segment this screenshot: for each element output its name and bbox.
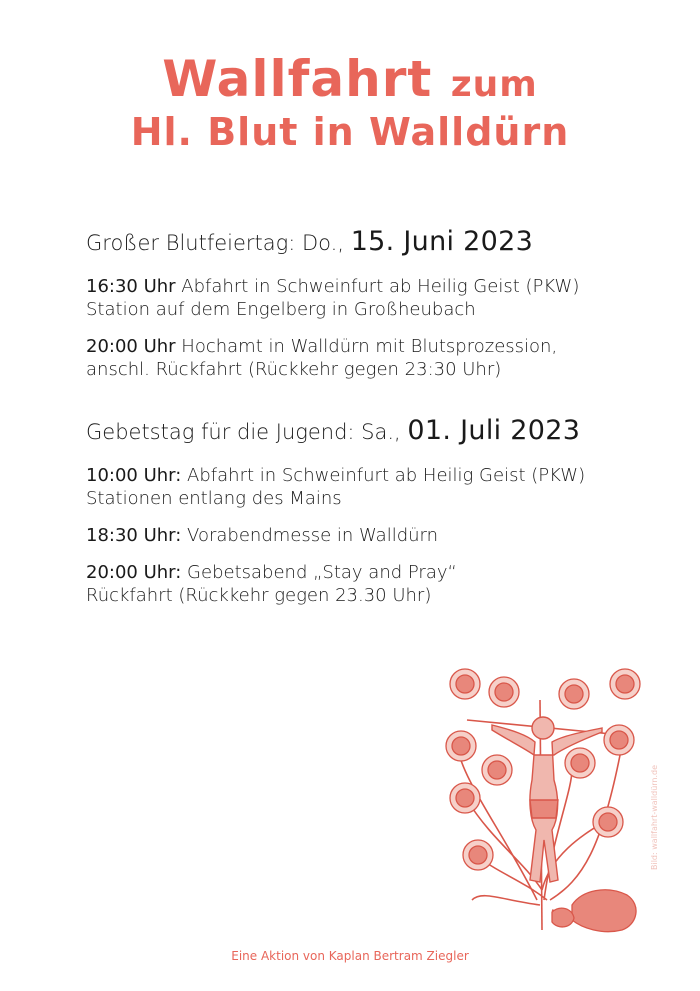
schedule-text: Abfahrt in Schweinfurt ab Heilig Geist (PKW) — [181, 465, 586, 486]
event-heading — [86, 415, 666, 446]
schedule-item — [86, 561, 666, 607]
title-line-1 — [0, 50, 700, 108]
event-heading-label: Großer Blutfeiertag: Do., — [86, 231, 351, 255]
schedule-time: 10:00 Uhr: — [86, 465, 182, 486]
schedule-text-line2: Station auf dem Engelberg in Großheubach — [86, 299, 476, 320]
event-date: 01. Juli 2023 — [407, 415, 581, 446]
schedule-time: 20:00 Uhr: — [86, 562, 182, 583]
image-credit: Bild: wallfahrt-walldürn.de — [650, 764, 659, 870]
schedule-text: Hochamt in Walldürn mit Blutsprozession, — [175, 336, 558, 357]
schedule-text-line2: anschl. Rückfahrt (Rückkehr gegen 23:30 Uhr) — [86, 359, 502, 380]
schedule-item — [86, 524, 666, 547]
event-section-2 — [86, 415, 666, 607]
schedule-time: 18:30 Uhr: — [86, 525, 182, 546]
crucifix-illustration — [432, 650, 658, 962]
event-date: 15. Juni 2023 — [350, 226, 534, 257]
schedule-text: Abfahrt in Schweinfurt ab Heilig Geist (PKW) — [175, 276, 580, 297]
title-line-2: Hl. Blut in Walldürn — [130, 110, 570, 154]
event-section-1 — [86, 226, 666, 381]
schedule-text: Gebetsabend „Stay and Pray“ — [181, 562, 457, 583]
footer-credit: Eine Aktion von Kaplan Bertram Ziegler — [231, 949, 469, 963]
schedule-time: 20:00 Uhr — [86, 336, 176, 357]
event-heading — [86, 226, 666, 257]
schedule-item — [86, 275, 666, 321]
schedule-item — [86, 335, 666, 381]
event-heading-label: Gebetstag für die Jugend: Sa., — [86, 420, 408, 444]
schedule-text-line2: Stationen entlang des Mains — [86, 488, 342, 509]
schedule-time: 16:30 Uhr — [86, 276, 176, 297]
title-main: Wallfahrt — [162, 50, 433, 108]
title-small: zum — [450, 64, 538, 105]
schedule-item — [86, 464, 666, 510]
schedule-text: Vorabendmesse in Walldürn — [181, 525, 439, 546]
schedule-text-line2: Rückfahrt (Rückkehr gegen 23.30 Uhr) — [86, 585, 432, 606]
